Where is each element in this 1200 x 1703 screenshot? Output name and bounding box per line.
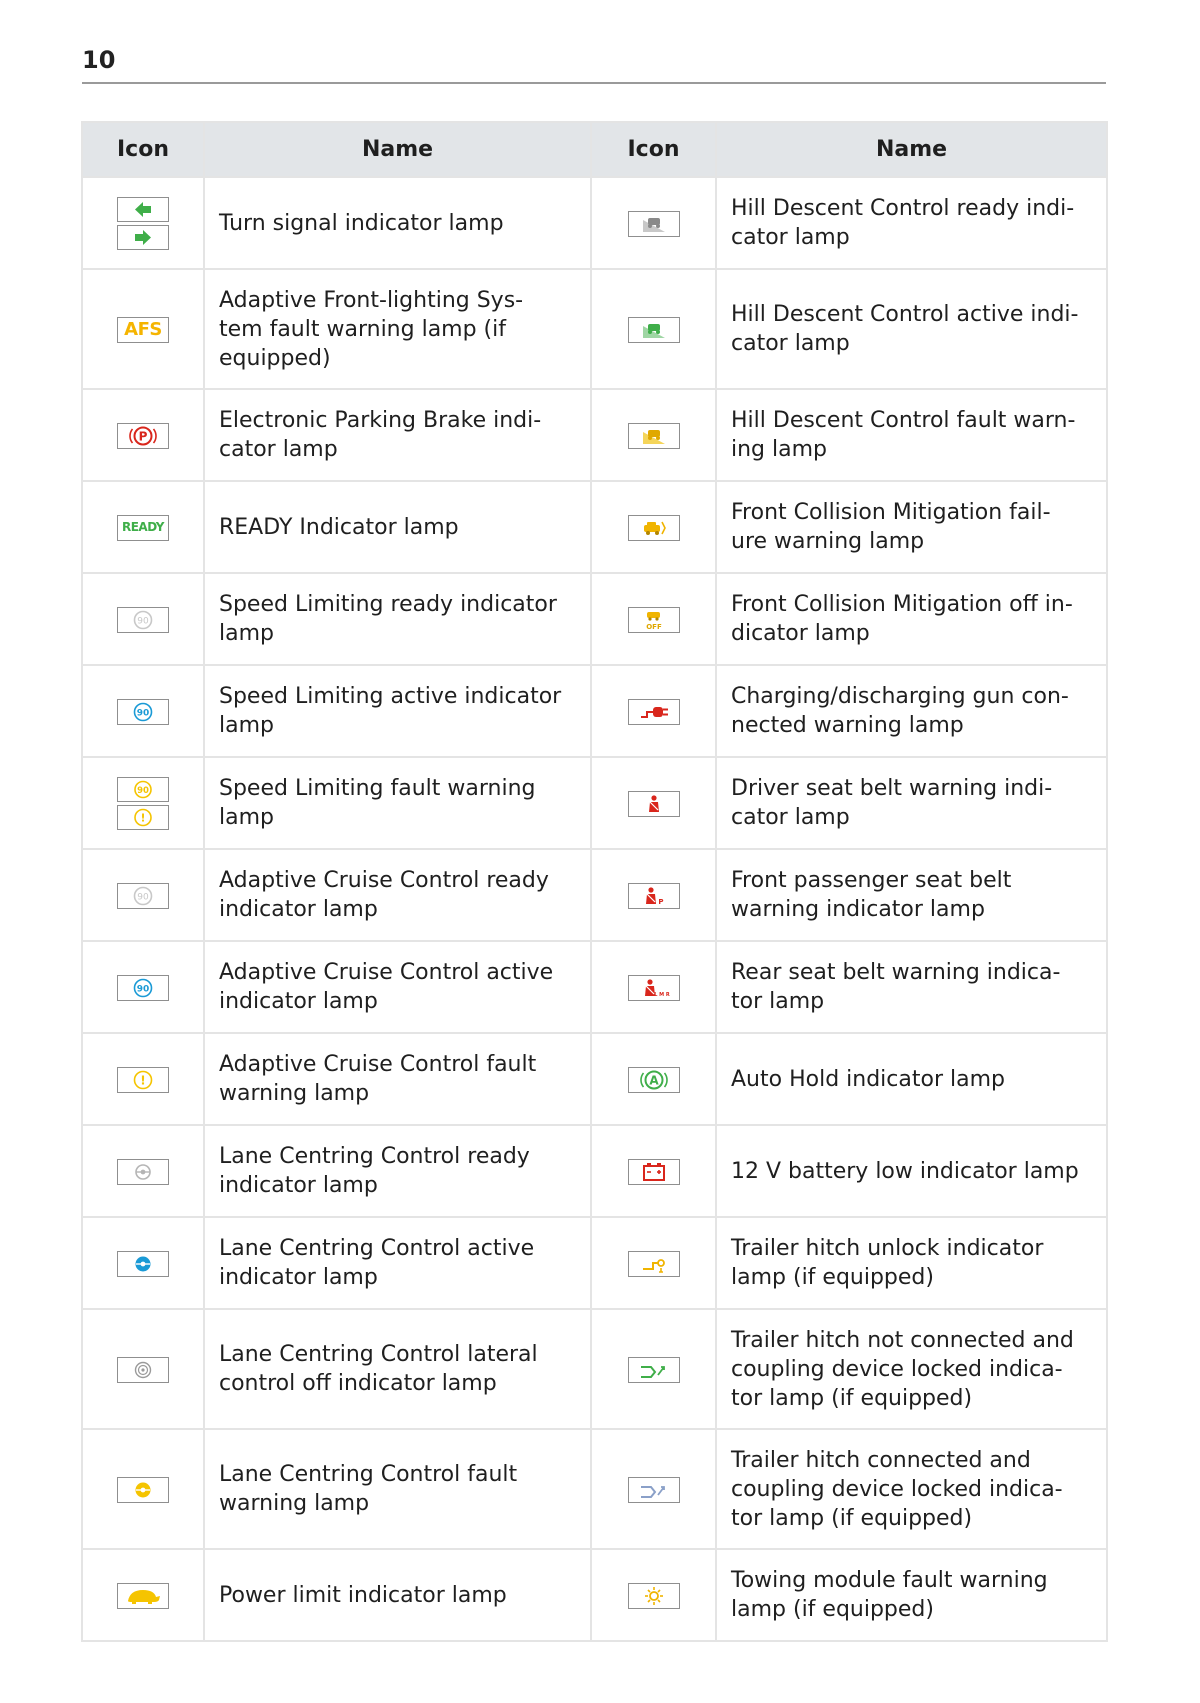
auto-hold-icon	[628, 1067, 680, 1093]
driver-seatbelt-icon	[628, 791, 680, 817]
hill-descent-fault-icon	[628, 423, 680, 449]
svg-text:!: !	[140, 1073, 146, 1087]
svg-text:P: P	[657, 897, 664, 906]
icon-cell	[591, 573, 716, 665]
lamp-name: 12 V battery low indicator lamp	[716, 1125, 1107, 1217]
lamp-name: Adaptive Cruise Control fault warning lamp	[204, 1033, 591, 1125]
svg-text:90: 90	[137, 785, 149, 796]
lamp-name: Hill Descent Control ready indi- cator lamp	[716, 177, 1107, 269]
table-row	[82, 573, 1107, 665]
table-row	[82, 1033, 1107, 1125]
table-row	[82, 849, 1107, 941]
lamp-name: Front Collision Mitigation fail- ure warning lamp	[716, 481, 1107, 573]
icon-cell	[591, 481, 716, 573]
table-row	[82, 665, 1107, 757]
indicator-lamp-table	[81, 121, 1108, 1642]
lcc-lateral-off-icon	[117, 1357, 169, 1383]
speed-limit-active-icon	[117, 699, 169, 725]
icon-cell	[591, 665, 716, 757]
hill-descent-active-icon	[628, 317, 680, 343]
icon-cell	[82, 269, 204, 389]
icon-cell	[591, 849, 716, 941]
lamp-name: Front Collision Mitigation off in- dicator lamp	[716, 573, 1107, 665]
table-row	[82, 177, 1107, 269]
acc-ready-icon	[117, 883, 169, 909]
lamp-name: Charging/discharging gun con- nected warning lamp	[716, 665, 1107, 757]
icon-cell	[591, 1429, 716, 1549]
header-icon-left: Icon	[82, 122, 204, 177]
svg-text:90: 90	[137, 616, 149, 626]
lamp-name: Speed Limiting active indicator lamp	[204, 665, 591, 757]
lamp-name: Speed Limiting fault warning lamp	[204, 757, 591, 849]
table-row	[82, 1217, 1107, 1309]
power-limit-icon	[117, 1583, 169, 1609]
icon-cell	[591, 1125, 716, 1217]
acc-fault-icon	[117, 1067, 169, 1093]
lamp-name: Lane Centring Control ready indicator lamp	[204, 1125, 591, 1217]
table-row	[82, 1309, 1107, 1429]
lcc-active-icon	[117, 1251, 169, 1277]
icon-cell	[82, 941, 204, 1033]
lamp-name: Trailer hitch connected and coupling device locked indica- tor lamp (if equipped)	[716, 1429, 1107, 1549]
lamp-name: Lane Centring Control active indicator lamp	[204, 1217, 591, 1309]
svg-text:90: 90	[136, 708, 150, 718]
table-row	[82, 941, 1107, 1033]
passenger-seatbelt-icon	[628, 883, 680, 909]
lamp-name: READY Indicator lamp	[204, 481, 591, 573]
lamp-name: Hill Descent Control active indi- cator lamp	[716, 269, 1107, 389]
icon-cell	[82, 757, 204, 849]
lamp-name: Adaptive Cruise Control active indicator lamp	[204, 941, 591, 1033]
lamp-name: Trailer hitch not connected and coupling device locked indica- tor lamp (if equipped)	[716, 1309, 1107, 1429]
table-row	[82, 1549, 1107, 1641]
towing-module-fault-icon	[628, 1583, 680, 1609]
icon-cell	[591, 757, 716, 849]
lamp-name: Power limit indicator lamp	[204, 1549, 591, 1641]
icon-cell	[82, 1549, 204, 1641]
afs-icon: AFS	[117, 317, 169, 343]
icon-cell	[591, 1549, 716, 1641]
header-name-right: Name	[716, 122, 1107, 177]
lamp-name: Rear seat belt warning indica- tor lamp	[716, 941, 1107, 1033]
icon-cell	[82, 389, 204, 481]
trailer-unlock-icon	[628, 1251, 680, 1277]
icon-cell	[82, 665, 204, 757]
lamp-name: Driver seat belt warning indi- cator lamp	[716, 757, 1107, 849]
icon-cell	[591, 177, 716, 269]
charging-gun-icon	[628, 699, 680, 725]
lamp-name: Trailer hitch unlock indicator lamp (if equipped)	[716, 1217, 1107, 1309]
lcc-fault-icon	[117, 1477, 169, 1503]
lamp-name: Adaptive Front-lighting Sys- tem fault warning lamp (if equipped)	[204, 269, 591, 389]
table-row	[82, 389, 1107, 481]
icon-cell	[82, 1033, 204, 1125]
lamp-name: Towing module fault warning lamp (if equipped)	[716, 1549, 1107, 1641]
front-collision-failure-icon	[628, 515, 680, 541]
icon-cell	[591, 269, 716, 389]
icon-cell	[591, 1033, 716, 1125]
table-row	[82, 1429, 1107, 1549]
parking-brake-icon	[117, 423, 169, 449]
icon-cell	[591, 389, 716, 481]
icon-cell	[82, 1125, 204, 1217]
svg-text:90: 90	[136, 984, 150, 994]
acc-active-icon	[117, 975, 169, 1001]
icon-cell	[82, 573, 204, 665]
svg-text:!: !	[140, 811, 146, 824]
turn-signal-icon	[117, 197, 169, 250]
rear-seatbelt-icon	[628, 975, 680, 1001]
lamp-name: Lane Centring Control fault warning lamp	[204, 1429, 591, 1549]
page-number: 10	[82, 46, 116, 74]
icon-cell	[82, 1309, 204, 1429]
speed-limit-ready-icon	[117, 607, 169, 633]
svg-text:OFF: OFF	[645, 622, 662, 631]
icon-cell	[591, 941, 716, 1033]
table-header-row	[82, 122, 1107, 177]
svg-text:P: P	[138, 429, 148, 443]
icon-cell	[82, 849, 204, 941]
lamp-name: Adaptive Cruise Control ready indicator lamp	[204, 849, 591, 941]
table-row	[82, 481, 1107, 573]
hill-descent-ready-icon	[628, 211, 680, 237]
battery-icon	[628, 1159, 680, 1185]
trailer-connected-icon	[628, 1477, 680, 1503]
lamp-name: Hill Descent Control fault warn- ing lamp	[716, 389, 1107, 481]
lamp-name: Auto Hold indicator lamp	[716, 1033, 1107, 1125]
table-row	[82, 269, 1107, 389]
svg-text:A: A	[648, 1073, 659, 1087]
lamp-name: Turn signal indicator lamp	[204, 177, 591, 269]
lamp-name: Lane Centring Control lateral control off indicator lamp	[204, 1309, 591, 1429]
header-name-left: Name	[204, 122, 591, 177]
trailer-not-connected-icon	[628, 1357, 680, 1383]
lamp-name: Front passenger seat belt warning indicator lamp	[716, 849, 1107, 941]
table-row	[82, 757, 1107, 849]
lcc-ready-icon	[117, 1159, 169, 1185]
icon-cell	[591, 1309, 716, 1429]
speed-limit-fault-icon	[117, 777, 169, 830]
lamp-name: Speed Limiting ready indicator lamp	[204, 573, 591, 665]
front-collision-off-icon	[628, 607, 680, 633]
icon-cell	[82, 177, 204, 269]
svg-text:90: 90	[137, 892, 149, 902]
icon-cell	[82, 1429, 204, 1549]
table-row	[82, 1125, 1107, 1217]
header-icon-right: Icon	[591, 122, 716, 177]
lamp-name: Electronic Parking Brake indi- cator lamp	[204, 389, 591, 481]
header-rule	[82, 82, 1106, 84]
icon-cell	[82, 1217, 204, 1309]
ready-icon: READY	[117, 515, 169, 541]
icon-cell	[591, 1217, 716, 1309]
svg-text:L M R: L M R	[653, 991, 670, 998]
icon-cell	[82, 481, 204, 573]
